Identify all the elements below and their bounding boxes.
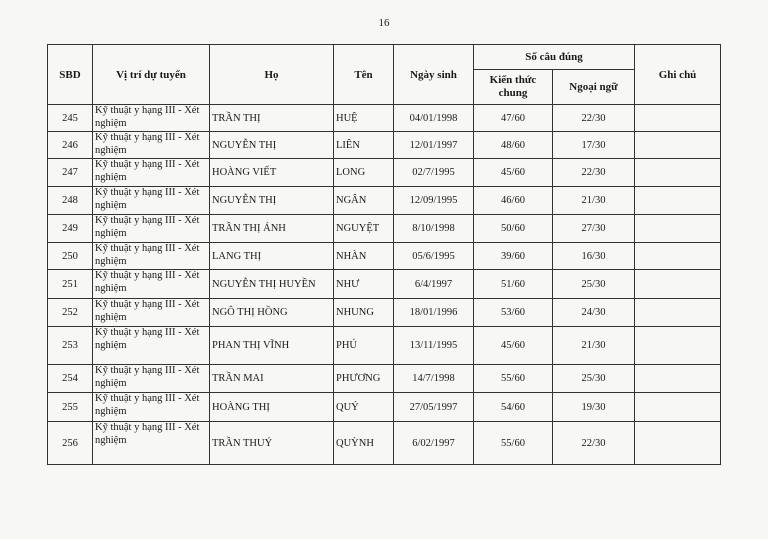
cell-general-knowledge: 45/60 (474, 159, 553, 187)
cell-dob: 04/01/1998 (394, 105, 474, 132)
cell-note (635, 393, 721, 422)
cell-note (635, 215, 721, 243)
cell-name: QUÝ (334, 393, 394, 422)
cell-dob: 05/6/1995 (394, 243, 474, 270)
table-row (48, 243, 721, 270)
cell-position: Kỹ thuật y hạng III - Xét nghiệm (93, 299, 210, 327)
cell-surname: NGÔ THỊ HỒNG (210, 299, 334, 327)
table-row (48, 132, 721, 159)
cell-foreign-language: 21/30 (553, 187, 635, 215)
header-notes: Ghi chú (635, 45, 721, 105)
cell-sbd: 245 (48, 105, 93, 132)
cell-name: PHÚ (334, 327, 394, 365)
header-dob: Ngày sinh (394, 45, 474, 105)
cell-note (635, 422, 721, 465)
cell-name: NGUYỆT (334, 215, 394, 243)
table-row (48, 365, 721, 393)
cell-position: Kỹ thuật y hạng III - Xét nghiệm (93, 132, 210, 159)
cell-dob: 12/09/1995 (394, 187, 474, 215)
table-body (48, 105, 721, 465)
cell-foreign-language: 25/30 (553, 365, 635, 393)
cell-sbd: 246 (48, 132, 93, 159)
cell-general-knowledge: 39/60 (474, 243, 553, 270)
table-row (48, 327, 721, 365)
cell-surname: HOÀNG THỊ (210, 393, 334, 422)
cell-dob: 02/7/1995 (394, 159, 474, 187)
cell-general-knowledge: 50/60 (474, 215, 553, 243)
header-position: Vị trí dự tuyển (93, 45, 210, 105)
cell-dob: 14/7/1998 (394, 365, 474, 393)
header-correct-answers: Số câu đúng (474, 45, 635, 70)
cell-position: Kỹ thuật y hạng III - Xét nghiệm (93, 105, 210, 132)
cell-general-knowledge: 46/60 (474, 187, 553, 215)
results-table (47, 44, 721, 465)
cell-foreign-language: 22/30 (553, 422, 635, 465)
cell-surname: TRẦN THỊ ÁNH (210, 215, 334, 243)
header-row (48, 45, 721, 70)
cell-general-knowledge: 45/60 (474, 327, 553, 365)
cell-position: Kỹ thuật y hạng III - Xét nghiệm (93, 159, 210, 187)
cell-surname: TRẦN MAI (210, 365, 334, 393)
cell-note (635, 187, 721, 215)
cell-foreign-language: 19/30 (553, 393, 635, 422)
cell-dob: 12/01/1997 (394, 132, 474, 159)
cell-foreign-language: 21/30 (553, 327, 635, 365)
cell-note (635, 105, 721, 132)
cell-sbd: 250 (48, 243, 93, 270)
cell-name: NHƯ (334, 270, 394, 299)
cell-note (635, 243, 721, 270)
cell-dob: 8/10/1998 (394, 215, 474, 243)
cell-foreign-language: 16/30 (553, 243, 635, 270)
header-sbd: SBD (48, 45, 93, 105)
cell-general-knowledge: 48/60 (474, 132, 553, 159)
table-row (48, 299, 721, 327)
cell-surname: TRẦN THỊ (210, 105, 334, 132)
cell-general-knowledge: 54/60 (474, 393, 553, 422)
table-row (48, 270, 721, 299)
cell-sbd: 249 (48, 215, 93, 243)
cell-position: Kỹ thuật y hạng III - Xét nghiệm (93, 365, 210, 393)
cell-note (635, 132, 721, 159)
cell-foreign-language: 22/30 (553, 105, 635, 132)
cell-foreign-language: 27/30 (553, 215, 635, 243)
cell-surname: NGUYỄN THỊ (210, 132, 334, 159)
table-row (48, 159, 721, 187)
table-row (48, 422, 721, 465)
cell-name: NHUNG (334, 299, 394, 327)
cell-position: Kỹ thuật y hạng III - Xét nghiệm (93, 393, 210, 422)
cell-sbd: 252 (48, 299, 93, 327)
cell-dob: 6/02/1997 (394, 422, 474, 465)
header-name: Tên (334, 45, 394, 105)
cell-dob: 18/01/1996 (394, 299, 474, 327)
cell-note (635, 159, 721, 187)
cell-sbd: 251 (48, 270, 93, 299)
cell-general-knowledge: 51/60 (474, 270, 553, 299)
cell-surname: TRẦN THUÝ (210, 422, 334, 465)
table-row (48, 393, 721, 422)
cell-position: Kỹ thuật y hạng III - Xét nghiệm (93, 422, 210, 465)
cell-sbd: 254 (48, 365, 93, 393)
cell-surname: NGUYỄN THỊ HUYỀN (210, 270, 334, 299)
cell-note (635, 270, 721, 299)
cell-dob: 27/05/1997 (394, 393, 474, 422)
cell-foreign-language: 17/30 (553, 132, 635, 159)
cell-dob: 13/11/1995 (394, 327, 474, 365)
cell-name: PHƯƠNG (334, 365, 394, 393)
cell-position: Kỹ thuật y hạng III - Xét nghiệm (93, 327, 210, 365)
cell-note (635, 299, 721, 327)
cell-foreign-language: 25/30 (553, 270, 635, 299)
cell-position: Kỹ thuật y hạng III - Xét nghiệm (93, 243, 210, 270)
cell-surname: NGUYỄN THỊ (210, 187, 334, 215)
cell-note (635, 327, 721, 365)
cell-sbd: 253 (48, 327, 93, 365)
cell-foreign-language: 24/30 (553, 299, 635, 327)
table-row (48, 105, 721, 132)
cell-sbd: 256 (48, 422, 93, 465)
cell-sbd: 248 (48, 187, 93, 215)
cell-sbd: 247 (48, 159, 93, 187)
table-row (48, 187, 721, 215)
table-row (48, 215, 721, 243)
cell-name: HUỆ (334, 105, 394, 132)
cell-name: LONG (334, 159, 394, 187)
cell-position: Kỹ thuật y hạng III - Xét nghiệm (93, 187, 210, 215)
header-general-knowledge: Kiến thức chung (474, 70, 553, 105)
cell-note (635, 365, 721, 393)
cell-name: NHÀN (334, 243, 394, 270)
cell-surname: PHAN THỊ VĨNH (210, 327, 334, 365)
cell-sbd: 255 (48, 393, 93, 422)
page-number: 16 (378, 17, 390, 29)
cell-general-knowledge: 53/60 (474, 299, 553, 327)
cell-dob: 6/4/1997 (394, 270, 474, 299)
cell-name: LIÊN (334, 132, 394, 159)
cell-general-knowledge: 55/60 (474, 422, 553, 465)
cell-position: Kỹ thuật y hạng III - Xét nghiệm (93, 270, 210, 299)
header-surname: Họ (210, 45, 334, 105)
cell-general-knowledge: 55/60 (474, 365, 553, 393)
header-foreign-language: Ngoại ngữ (553, 70, 635, 105)
cell-name: NGÂN (334, 187, 394, 215)
cell-surname: LANG THỊ (210, 243, 334, 270)
cell-surname: HOÀNG VIẾT (210, 159, 334, 187)
cell-foreign-language: 22/30 (553, 159, 635, 187)
cell-position: Kỹ thuật y hạng III - Xét nghiệm (93, 215, 210, 243)
cell-name: QUỲNH (334, 422, 394, 465)
cell-general-knowledge: 47/60 (474, 105, 553, 132)
